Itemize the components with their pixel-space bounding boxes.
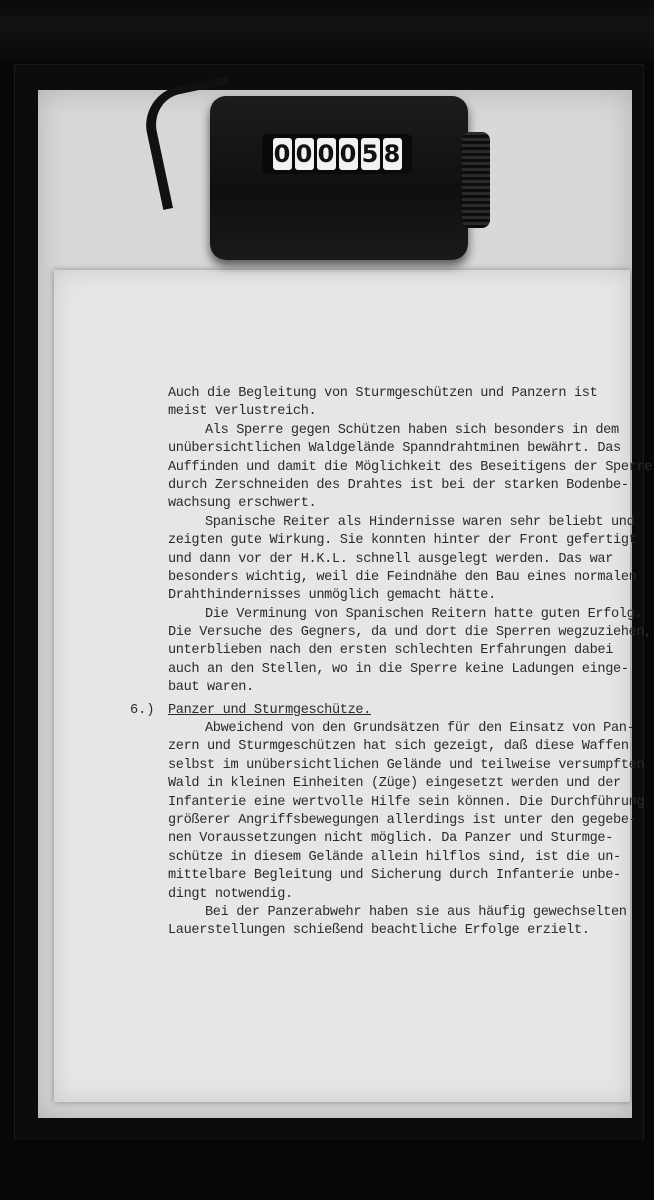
counter-knob: [462, 132, 490, 228]
paragraph: [168, 904, 628, 941]
text-line: besonders wichtig, weil die Feindnähe den Bau eines normalen: [168, 569, 637, 585]
text-line: auch an den Stellen, wo in die Sperre keine Ladungen einge-: [168, 661, 629, 677]
text-line: Auffinden und damit die Möglichkeit des Beseitigens der Sperre: [168, 459, 653, 475]
document-text: [168, 385, 653, 941]
text-line: dingt notwendig.: [168, 886, 293, 902]
counter-display: [262, 134, 412, 174]
text-line: zern und Sturmgeschützen hat sich gezeigt, daß diese Waffen: [168, 739, 629, 755]
text-line: Die Verminung von Spanischen Reitern hatte guten Erfolg.: [205, 606, 643, 622]
film-frame-bottom: [0, 1140, 654, 1200]
section-heading: Panzer und Sturmgeschütze.: [168, 702, 371, 718]
paragraph: [168, 422, 653, 514]
text-line: schütze in diesem Gelände allein hilflos sind, ist die un-: [168, 849, 621, 865]
paragraph: [168, 720, 645, 904]
text-line: Als Sperre gegen Schützen haben sich besonders in dem: [205, 422, 619, 438]
text-line: mittelbare Begleitung und Sicherung durch Infanterie unbe-: [168, 868, 621, 884]
counter-digit: 0: [339, 140, 357, 168]
paragraph: [168, 385, 628, 422]
counter-digit: 5: [361, 140, 379, 168]
text-line: zeigten gute Wirkung. Sie konnten hinter der Front gefertigt: [168, 533, 637, 549]
text-line: Bei der Panzerabwehr haben sie aus häufig gewechselten: [205, 904, 627, 920]
text-line: Die Versuche des Gegners, da und dort die Sperren wegzuziehen,: [168, 625, 653, 641]
text-line: unübersichtlichen Waldgelände Spanndrahtminen bewährt. Das: [168, 441, 621, 457]
text-line: Auch die Begleitung von Sturmgeschützen und Panzern ist: [168, 386, 598, 401]
text-line: baut waren.: [168, 680, 254, 696]
counter-digit: 8: [383, 140, 401, 168]
text-line: wachsung erschwert.: [168, 496, 317, 512]
paragraph: [168, 606, 653, 698]
section-heading-row: [168, 702, 628, 720]
text-line: Drahthindernisses unmöglich gemacht hätte.: [168, 588, 496, 604]
film-frame-top: [0, 0, 654, 62]
counter-digit: 0: [317, 140, 335, 168]
text-line: selbst im unübersichtlichen Gelände und teilweise versumpften: [168, 757, 645, 773]
frame-counter-device: [210, 96, 468, 260]
counter-digit: 0: [273, 140, 291, 168]
text-line: größerer Angriffsbewegungen allerdings ist unter den gegebe-: [168, 812, 637, 828]
text-line: durch Zerschneiden des Drahtes ist bei der starken Bodenbe-: [168, 477, 629, 493]
section-number: 6.): [130, 703, 155, 718]
text-line: Spanische Reiter als Hindernisse waren sehr beliebt und: [205, 514, 635, 530]
text-line: Infanterie eine wertvolle Hilfe sein können. Die Durchführung: [168, 794, 645, 810]
text-line: Lauerstellungen schießend beachtliche Erfolge erzielt.: [168, 923, 590, 939]
counter-digit: 0: [295, 140, 313, 168]
text-line: Abweichend von den Grundsätzen für den Einsatz von Pan-: [205, 721, 635, 737]
text-line: Wald in kleinen Einheiten (Züge) eingesetzt werden und der: [168, 776, 621, 792]
text-line: meist verlustreich.: [168, 404, 317, 420]
text-line: nen Voraussetzungen nicht möglich. Da Panzer und Sturmge-: [168, 831, 614, 847]
paragraph: [168, 514, 637, 606]
text-line: und dann vor der H.K.L. schnell ausgelegt werden. Das war: [168, 551, 614, 567]
text-line: unterblieben nach den ersten schlechten Erfahrungen dabei: [168, 643, 614, 659]
